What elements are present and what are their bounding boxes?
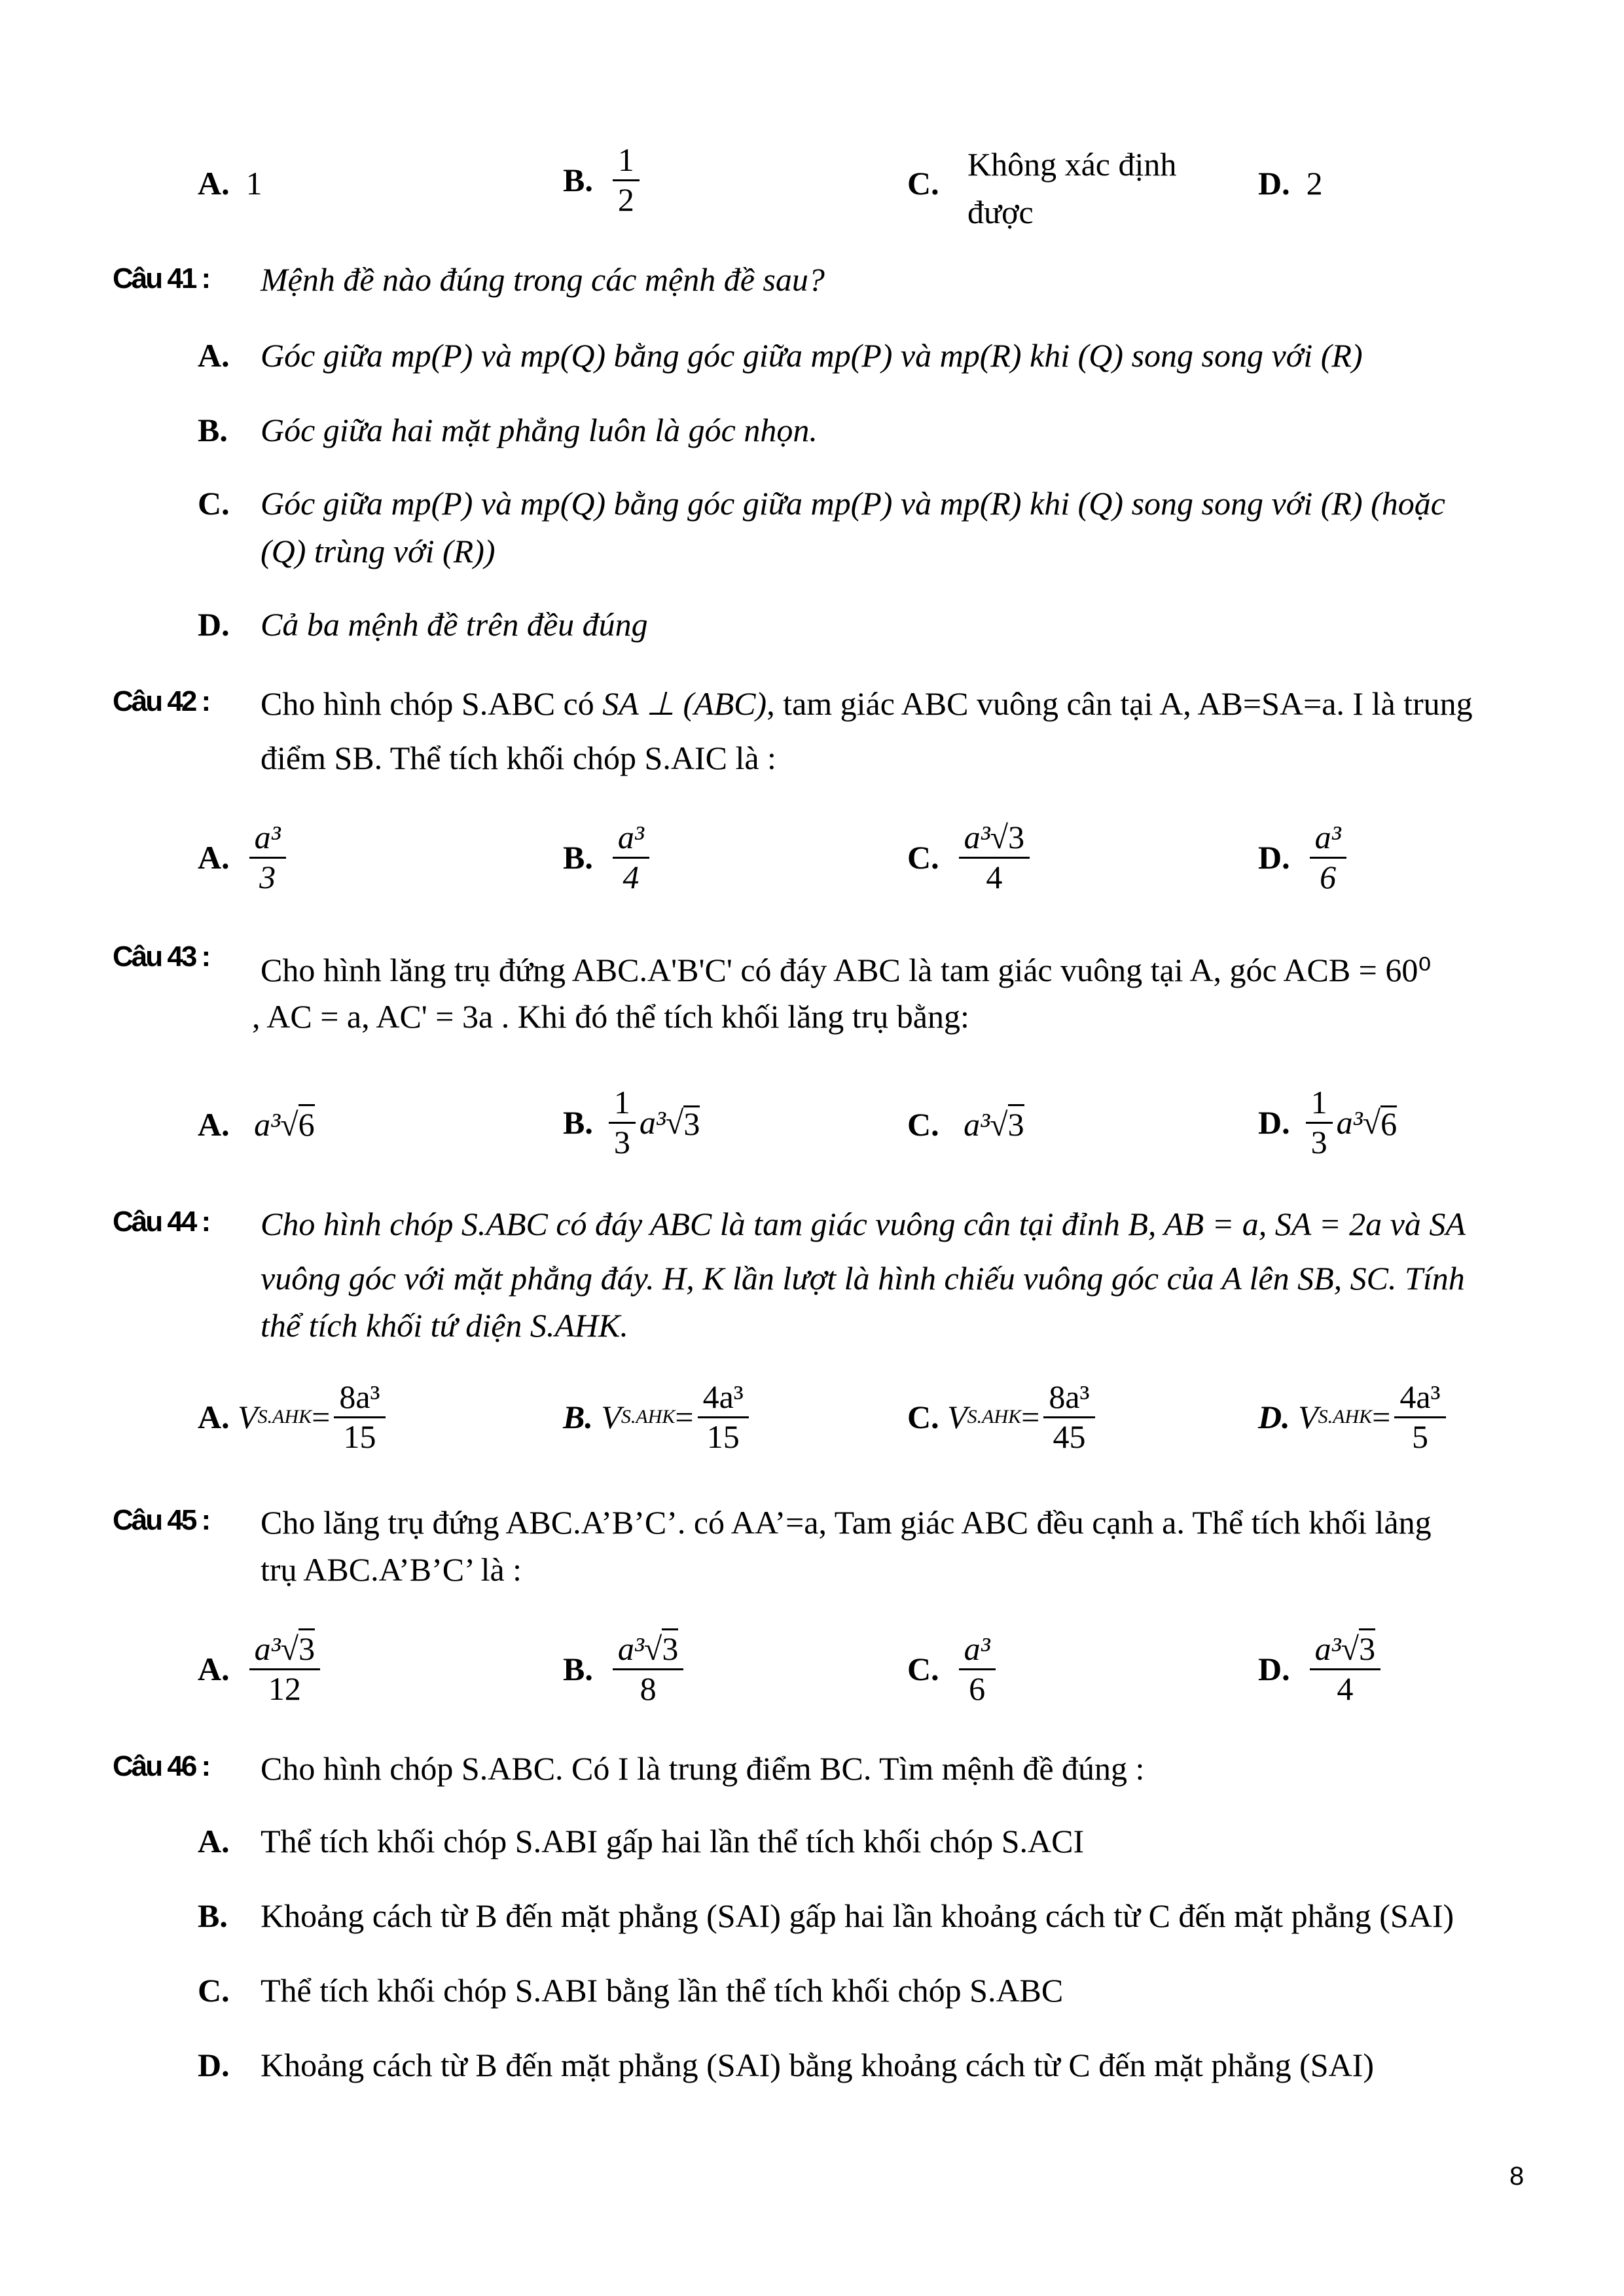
q42-option-c	[907, 818, 1034, 897]
q40-option-d	[1258, 167, 1323, 200]
option-label: B.	[563, 1399, 593, 1435]
numerator: a³	[1310, 819, 1346, 859]
option-label: C.	[198, 485, 230, 522]
denominator: 8	[640, 1670, 657, 1707]
option-label: D.	[198, 606, 230, 643]
text: , tam giác ABC vuông cân tại A, AB=SA=a. I là trung	[767, 685, 1473, 722]
numerator: 8a³	[334, 1378, 385, 1418]
q45-option-d	[1258, 1630, 1384, 1708]
option-label: D.	[1258, 165, 1290, 202]
numerator: a³√3	[959, 819, 1030, 859]
numerator: 8a³	[1043, 1378, 1094, 1418]
base: a³	[639, 1104, 666, 1141]
fraction	[1310, 1630, 1380, 1708]
option-label: C.	[198, 1972, 230, 2009]
page-number: 8	[1509, 2162, 1525, 2191]
question-text: Cho hình chóp S.ABC. Có I là trung điểm BC. Tìm mệnh đề đúng :	[261, 1750, 1145, 1787]
fraction	[698, 1378, 749, 1456]
option-label: B.	[563, 1651, 593, 1687]
q45-option-a	[198, 1630, 324, 1708]
numerator: 1	[613, 141, 640, 181]
option-text: Cả ba mệnh đề trên đều đúng	[261, 606, 648, 643]
fraction	[959, 819, 1030, 896]
equals: =	[675, 1399, 694, 1435]
radicand: 3	[1359, 1628, 1375, 1667]
question-label: Câu 42 :	[113, 685, 209, 717]
option-text: 2	[1306, 165, 1323, 202]
numerator: 1	[609, 1084, 636, 1124]
numerator: a³√3	[613, 1630, 683, 1670]
denominator: 4	[986, 858, 1003, 895]
option-text: Góc giữa mp(P) và mp(Q) bằng góc giữa mp(P) và mp(R) khi (Q) song song với (R) (hoặc	[261, 485, 1445, 522]
option-text-line: được	[967, 193, 1034, 230]
q44-option-d	[1258, 1378, 1450, 1456]
fraction	[1394, 1378, 1445, 1456]
option-text: Góc giữa mp(P) và mp(Q) bằng góc giữa mp(P) và mp(R) khi (Q) song song với (R)	[261, 337, 1363, 374]
denominator: 4	[623, 858, 640, 895]
radicand: 6	[1380, 1105, 1398, 1142]
radicand: 6	[298, 1104, 315, 1143]
question-text-line2: , AC = a, AC' = 3a . Khi đó thể tích khối lăng trụ bằng:	[252, 998, 969, 1035]
q43-option-d: D. $\frac{1}{3}$ a³ √ 6	[1258, 1084, 1398, 1160]
denominator: 4	[1337, 1670, 1354, 1707]
question-text	[261, 687, 1473, 720]
numerator: 1	[1306, 1084, 1333, 1124]
option-label: D.	[1258, 1104, 1290, 1141]
option-text: Khoảng cách từ B đến mặt phẳng (SAI) bằng khoảng cách từ C đến mặt phẳng (SAI)	[261, 2047, 1374, 2083]
volume-symbol: V	[238, 1399, 258, 1435]
fraction	[249, 819, 286, 896]
volume-symbol: V	[947, 1399, 967, 1435]
option-text: Khoảng cách từ B đến mặt phẳng (SAI) gấp hai lần khoảng cách từ C đến mặt phẳng (SAI)	[261, 1897, 1454, 1934]
fraction	[613, 141, 640, 219]
q43-option-c: C. a³√3	[907, 1108, 1024, 1141]
numerator: 4a³	[698, 1378, 749, 1418]
radicand: 3	[662, 1628, 678, 1667]
fraction	[1306, 1084, 1333, 1161]
q40-option-b	[563, 141, 643, 219]
question-label: Câu 45 :	[113, 1504, 209, 1536]
option-label: C.	[907, 1106, 939, 1143]
option-label: A.	[198, 337, 230, 374]
subscript: S.AHK	[257, 1406, 312, 1427]
q45-option-c	[907, 1630, 1000, 1708]
option-label: D.	[1258, 1651, 1290, 1687]
base: a³	[254, 1106, 281, 1143]
subscript: S.AHK	[1318, 1406, 1373, 1427]
radicand: 3	[683, 1105, 700, 1142]
numerator: a³	[613, 819, 649, 859]
q42-option-a	[198, 818, 290, 897]
subscript: S.AHK	[621, 1406, 676, 1427]
option-label: A.	[198, 839, 230, 876]
text: Cho hình chóp S.ABC có	[261, 685, 603, 722]
option-label: D.	[1258, 839, 1290, 876]
denominator: 3	[613, 1123, 630, 1160]
denominator: 6	[1320, 858, 1337, 895]
question-text-line2: trụ ABC.A’B’C’ là :	[261, 1551, 522, 1588]
fraction	[334, 1378, 385, 1456]
base: a³	[964, 819, 990, 855]
q42-option-b	[563, 818, 653, 897]
option-label: A.	[198, 1399, 230, 1435]
equals: =	[1021, 1399, 1040, 1435]
q44-option-a	[198, 1378, 389, 1456]
option-text: Thể tích khối chóp S.ABI bằng lần thể tích khối chóp S.ABC	[261, 1972, 1064, 2009]
option-text: Góc giữa hai mặt phẳng luôn là góc nhọn.	[261, 412, 818, 448]
option-text-line: Không xác định	[967, 146, 1177, 183]
q40-option-c-text	[967, 141, 1176, 236]
question-label: Câu 44 :	[113, 1206, 209, 1238]
equals: =	[1372, 1399, 1391, 1435]
fraction	[1043, 1378, 1094, 1456]
option-text: 1	[245, 165, 262, 202]
option-label: B.	[563, 162, 593, 198]
q43-option-a: A. a³√6	[198, 1108, 315, 1141]
question-text: Cho hình chóp S.ABC có đáy ABC là tam giác vuông cân tại đỉnh B, AB = a, SA = 2a và SA	[261, 1206, 1466, 1242]
option-label: D.	[198, 2047, 230, 2083]
q44-option-c	[907, 1378, 1099, 1456]
base: a³	[254, 1630, 281, 1667]
denominator: 45	[1053, 1418, 1086, 1455]
q42-option-d	[1258, 818, 1350, 897]
denominator: 15	[706, 1418, 740, 1455]
fraction	[959, 1630, 996, 1708]
option-label: A.	[198, 1106, 230, 1143]
q44-option-b	[563, 1378, 753, 1456]
question-label: Câu 46 :	[113, 1750, 209, 1782]
option-label: C.	[907, 1399, 939, 1435]
q40-option-a	[198, 167, 262, 200]
denominator: 15	[343, 1418, 376, 1455]
option-label: B.	[563, 839, 593, 876]
numerator: a³	[959, 1630, 996, 1670]
option-label: D.	[1258, 1399, 1290, 1435]
radicand: 3	[1008, 1104, 1024, 1143]
volume-symbol: V	[601, 1399, 621, 1435]
numerator: 4a³	[1394, 1378, 1445, 1418]
option-label: C.	[907, 1651, 939, 1687]
question-text: Mệnh đề nào đúng trong các mệnh đề sau?	[261, 261, 825, 298]
denominator: 6	[969, 1670, 986, 1707]
subscript: S.AHK	[967, 1406, 1022, 1427]
fraction	[609, 1084, 636, 1161]
base: a³	[964, 1106, 990, 1143]
fraction	[613, 819, 649, 896]
numerator: a³√3	[1310, 1630, 1380, 1670]
option-label: C.	[907, 839, 939, 876]
numerator: a³√3	[249, 1630, 320, 1670]
fraction	[613, 1630, 683, 1708]
q43-option-b: B. $\frac{1}{3}$ a³ √ 3	[563, 1084, 700, 1160]
option-label: B.	[563, 1104, 593, 1141]
radicand: 3	[1008, 819, 1025, 855]
numerator: a³	[249, 819, 286, 859]
option-label: A.	[198, 1651, 230, 1687]
option-label: A.	[198, 165, 230, 202]
question-text-line2: điểm SB. Thể tích khối chóp S.AIC là :	[261, 740, 776, 776]
question-label: Câu 43 :	[113, 941, 209, 973]
equals: =	[312, 1399, 331, 1435]
denominator: 3	[259, 858, 276, 895]
math-expression: SA ⊥ (ABC)	[602, 685, 767, 722]
fraction	[249, 1630, 320, 1708]
question-text-line3: thể tích khối tứ diện S.AHK.	[261, 1307, 628, 1344]
denominator: 12	[268, 1670, 301, 1707]
base: a³	[617, 1630, 644, 1667]
denominator: 3	[1310, 1123, 1327, 1160]
denominator: 2	[617, 181, 634, 218]
question-label: Câu 41 :	[113, 262, 209, 295]
option-label: B.	[198, 1897, 228, 1934]
option-label: A.	[198, 1823, 230, 1859]
base: a³	[1314, 1630, 1341, 1667]
question-text: Cho hình lăng trụ đứng ABC.A'B'C' có đáy ABC là tam giác vuông tại A, góc ACB = 60⁰	[261, 952, 1432, 988]
option-text-continued: (Q) trùng với (R))	[261, 533, 496, 569]
question-text-line2: vuông góc với mặt phẳng đáy. H, K lần lượt là hình chiếu vuông góc của A lên SB, SC. Tính	[261, 1260, 1465, 1297]
base: a³	[1336, 1104, 1363, 1141]
volume-symbol: V	[1298, 1399, 1318, 1435]
option-text: Thể tích khối chóp S.ABI gấp hai lần thể tích khối chóp S.ACI	[261, 1823, 1085, 1859]
denominator: 5	[1411, 1418, 1428, 1455]
option-label: B.	[198, 412, 228, 448]
q40-option-c-label: C.	[907, 165, 939, 202]
q45-option-b	[563, 1630, 687, 1708]
question-text: Cho lăng trụ đứng ABC.A’B’C’. có AA’=a, Tam giác ABC đều cạnh a. Thể tích khối lảng	[261, 1504, 1432, 1541]
radicand: 3	[298, 1628, 315, 1667]
fraction	[1310, 819, 1346, 896]
